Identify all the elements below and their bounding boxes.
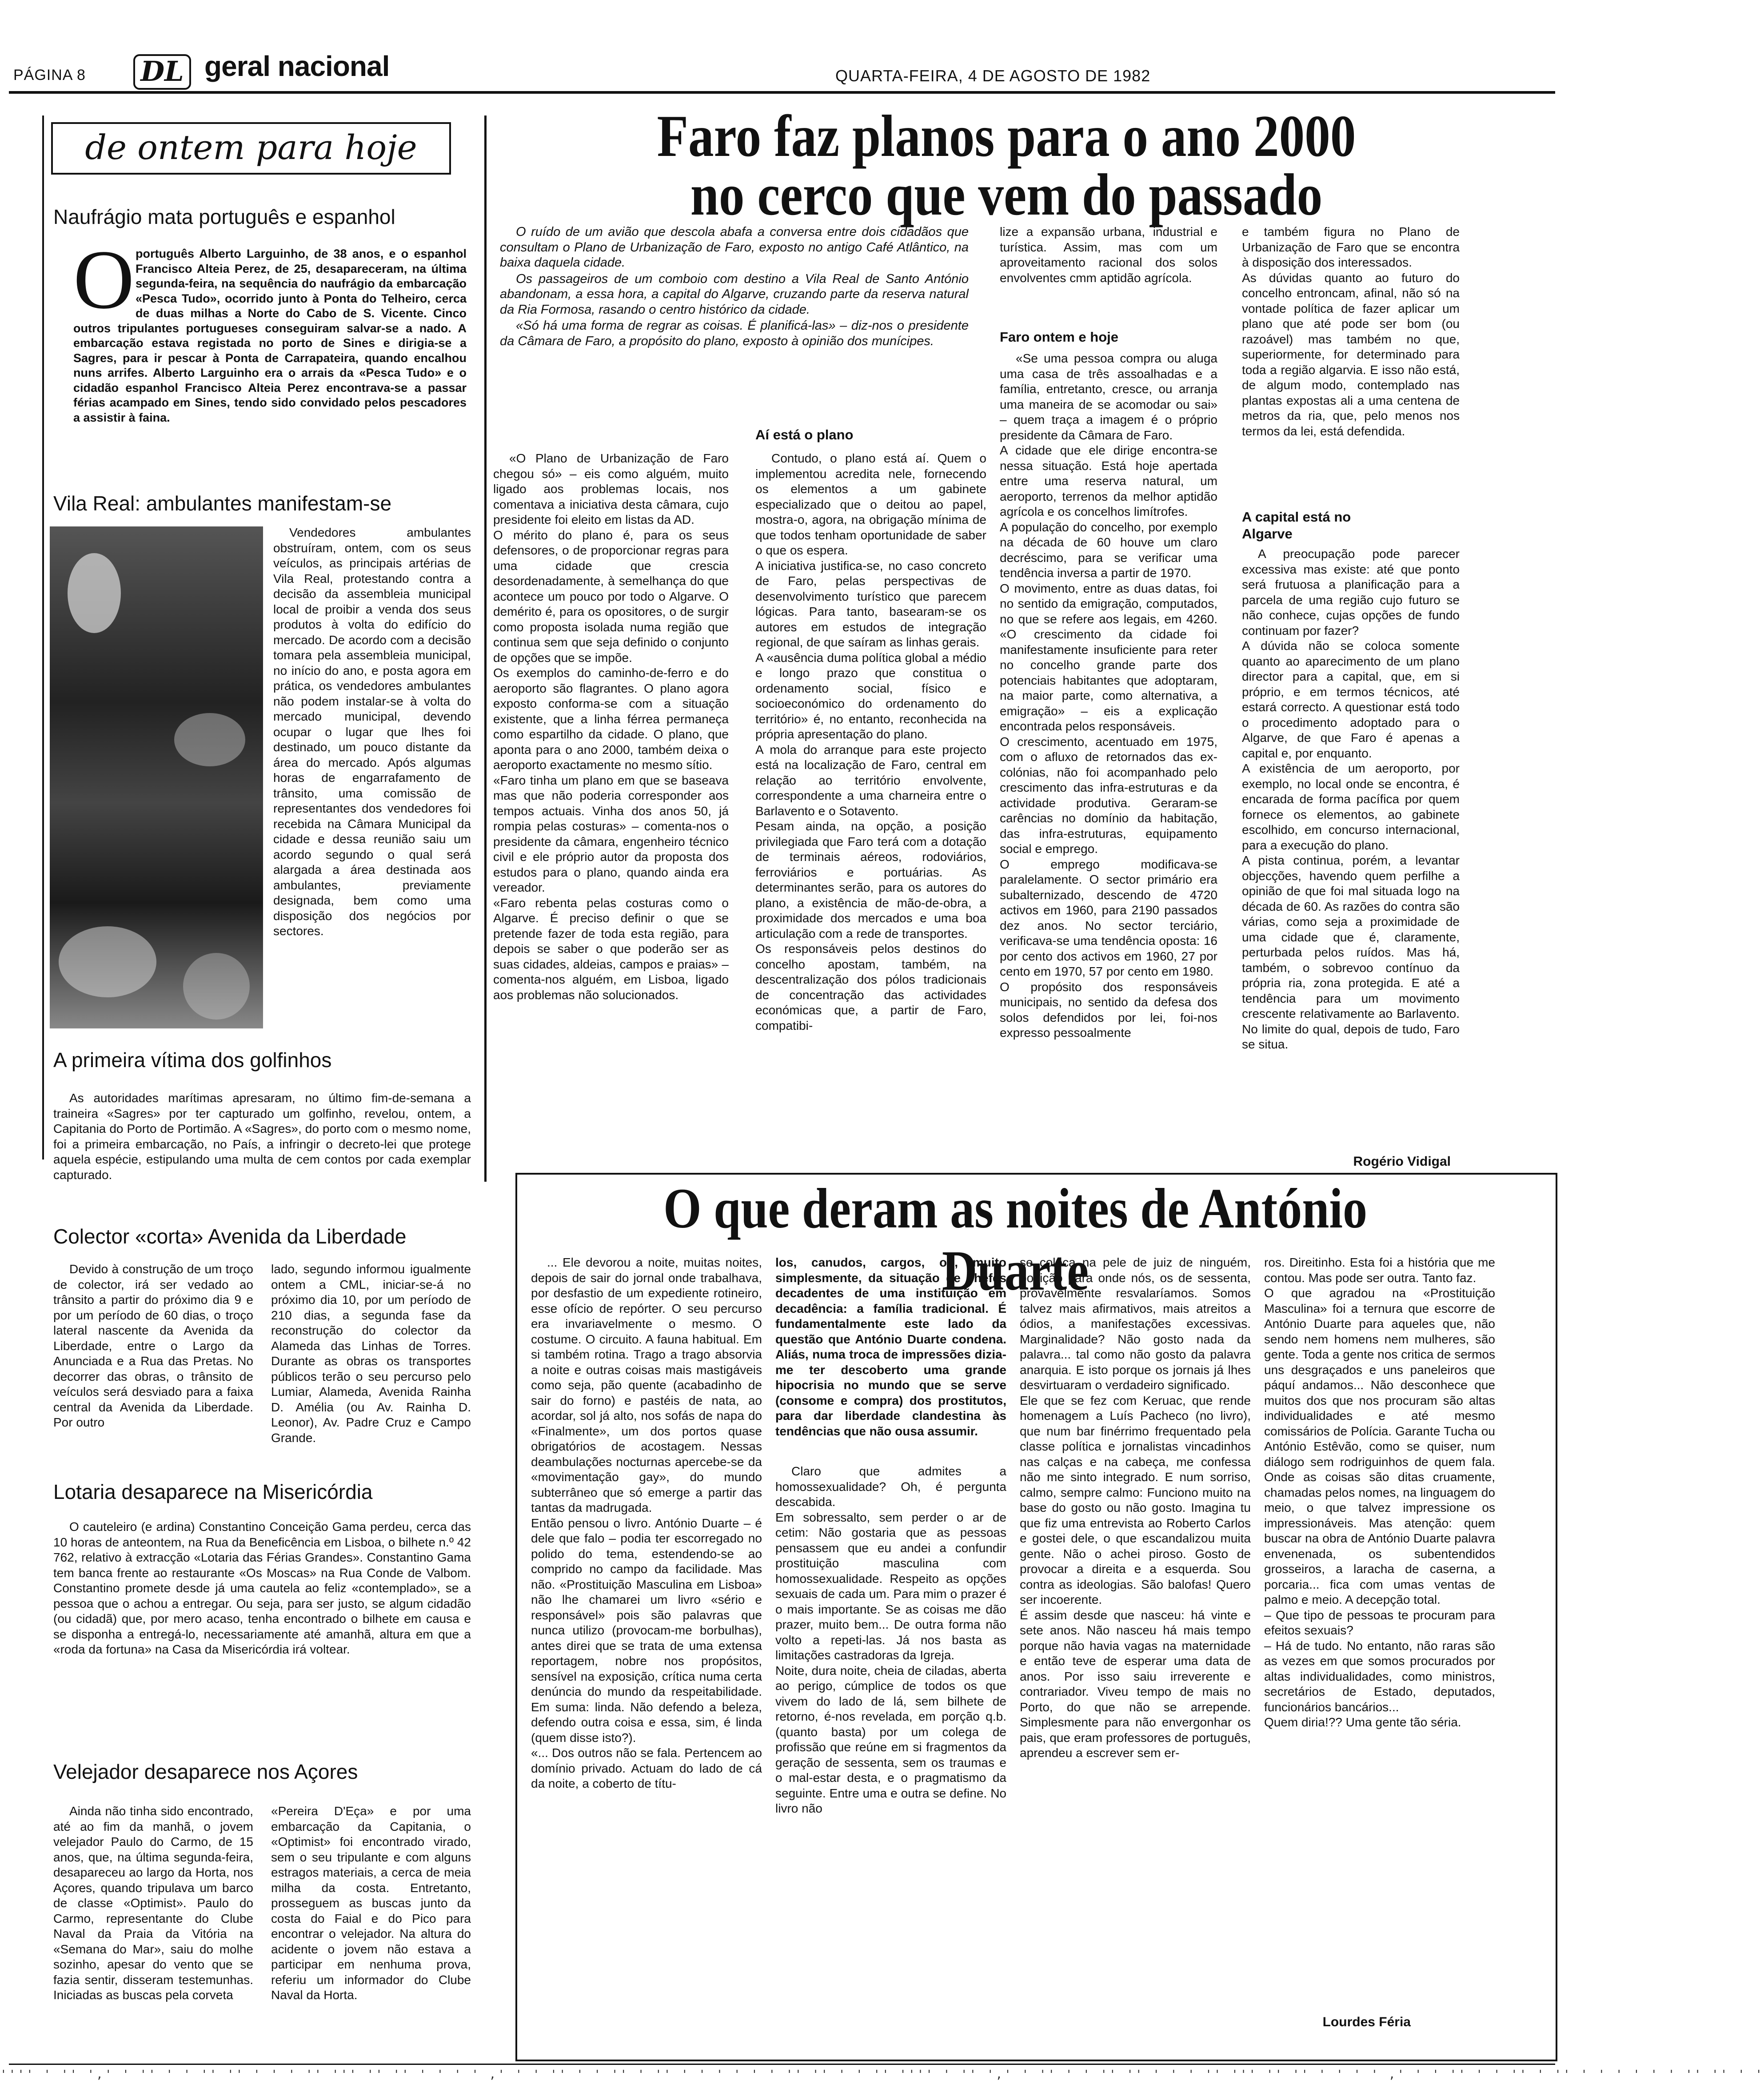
faro-subhead-plan: Aí está o plano [755, 427, 854, 442]
duarte-column-2: Claro que admites a homossexualidade? Oh, é pergunta descabida. Em sobressalto, sem perder o ar de cetim: Não gostaria que as pessoas pensassem que eu andei a confundir prostituição masculina com homossexualidade. Respeito as opções sexuais de cada um. Para mim o prazer é o mais importante. Se as coisas me dão prazer, muito bem... De outra forma não volto a repeti-las. Já nos basta as limitações castradoras da Igreja. Noite, dura noite, cheia de ciladas, aberta ao perigo, cúmplice de todos os que vivem do lado de lá, sem bilhete de retorno, é-nos revelada, em porção q.b. (quanto basta) por um colega de profissão que reúne em si fragmentos da geração de sessenta, sem os traumas e o mal-estar desta, e o pragmatismo da seguinte. Entre uma e outra se define. No livro não [775, 1464, 1006, 1815]
photo-highlight-4 [183, 953, 250, 1020]
faro-lede-p2: Os passageiros de um comboio com destino a Vila Real de Santo António abandonam, a essa hora, a capital do Algarve, cruzando parte da reserva natural da Ria Formosa, rasando o centro histórico da cidade. [500, 271, 969, 317]
duarte-column-1: ... Ele devorou a noite, muitas noites, depois de sair do jornal onde trabalhava, por desfastio de um expediente rotineiro, esse ofício de repórter. O seu percurso era invariavelmente o mesmo. O costume. O circuito. A fauna habitual. Em si também rotina. Trago a trago absorvia a noite e outras coisas mais mastigáveis como seja, pão quente (acabadinho de sair do forno) e pastéis de nata, ao acordar, sol já alto, nos sofás de napa do «Finalmente», um dos portos quase obrigatórios de acostagem. Nessas deambulações nocturnas apercebe-se da «movimentação gay», do mundo subterrâneo que só emerge a partir das tantas da madrugada. Então pensou o livro. António Duarte – é dele que falo – podia ter escorregado no polido do tema, estendendo-se ao comprido no campo da facilidade. Mas não. «Prostituição Masculina em Lisboa» não lhe chamarei um livro «sério e responsável» pois são palavras que nunca utilizo (provocam-me borbulhas), antes direi que se trata de uma extensa reportagem, nobre nos propósitos, sensível na exposição, crítica numa certa denúncia do mundo da respeitabilidade. Em suma: linda. Não defendo a beleza, defendo outra coisa e essa, sim, é linda (quem disse isto?). «... Dos outros não se fala. Pertencem ao domínio privado. Actuam do lado de cá da noite, a coberto de títu- [531, 1255, 762, 1790]
faro-column-3: «Se uma pessoa compra ou aluga uma casa de três assoalhadas e a família, entretanto, cresce, ou arranja uma maneira de se acomodar ou sai» – quem traça a imagem é o próprio presidente da Câmara de Faro. A cidade que ele dirige encontra-se nessa situação. Está hoje apertada entre uma reserva natural, um aeroporto, terrenos da melhor aptidão agrícola e os concelhos limítrofes. A população do concelho, por exemplo na década de 60 houve um claro decréscimo, para se verificar uma tendência inversa a partir de 1970. O movimento, entre as duas datas, foi no sentido da emigração, computados, no que se refere aos legais, em 4260. «O crescimento da cidade foi manifestamente insuficiente para reter no concelho grande parte dos potenciais habitantes que adoptaram, na maior parte, como alternativa, a emigração» – eis a explicação encontrada pelos responsáveis. O crescimento, acentuado em 1975, com o afluxo de retornados das ex-colónias, não foi acompanhado pelo crescimento das infra-estruturas e da actividade produtiva. Geraram-se carências no domínio da habitação, das infra-estruturas, equipamento social e emprego. O emprego modificava-se paralelamente. O sector primário era subalternizado, descendo de 4720 activos em 1960, para 2190 passados dez anos. No sector terciário, verificava-se uma tendência oposta: 16 por cento dos activos em 1960, 27 por cento em 1970, 57 por cento em 1980. O propósito dos responsáveis municipais, no sentido da defesa dos solos defendidos por lei, foi-nos expresso pessoalmente [1000, 351, 1217, 1040]
faro-column-4-top: e também figura no Plano de Urbanização de Faro que se encontra à disposição dos interessados. As dúvidas quanto ao futuro do concelho entroncam, afinal, não só na vontade política de fazer aplicar um plano que até pode ser bom (ou razoável) mas também no que, superiormente, for determinado para toda a região algarvia. E isso não está, de algum modo, contemplado nas plantas expostas ali a uma centena de metros da ria, que, pelo menos nos termos da lei, está defendida. [1242, 225, 1460, 438]
faro-subhead-history: Faro ontem e hoje [1000, 329, 1118, 345]
faro-headline [561, 103, 1452, 227]
story-body-dolphins: As autoridades marítimas apresaram, no último fim-de-semana a traineira «Sagres» por ter capturado um golfinho, revelou, ontem, a Capitania do Porto de Portimão. A «Sagres», do porto com o mesmo nome, foi a primeira embarcação, no País, a infringir o decreto-lei que protege aquela espécie, estipulando uma multa de cem contos por cada exemplar capturado. [53, 1091, 471, 1182]
story-headline-shipwreck: Naufrágio mata português e espanhol [53, 205, 395, 228]
newspaper-logo: DL [133, 54, 191, 90]
sidebar-left-rule [42, 116, 44, 1160]
story-body-vila-real: Vendedores ambulantes obstruíram, ontem, com os seus veículos, as principais artérias de Vila Real, protestando contra a decisão da assembleia municipal local de proibir a venda dos seus produtos à volta do edifício do mercado. De acordo com a decisão tomara pela assembleia municipal, no início do ano, e posta agora em prática, os vendedores ambulantes não podem instalar-se à volta do mercado municipal, devendo ocupar o lugar que lhes foi destinado, um pouco distante da área do mercado. Após algumas horas de engarrafamento de trânsito, uma comissão de representantes dos vendedores foi recebida na Câmara Municipal da cidade e dessa reunião saiu um acordo segundo o qual será alargada a área destinada aos ambulantes, previamente designada, bem como uma disposição dos negócios por sectores. [273, 526, 471, 938]
story-body-shipwreck: português Alberto Larguinho, de 38 anos, e o espanhol Francisco Alteia Perez, de 25, desapareceram, na última segunda-feira, na sequência do naufrágio da embarcação «Pesca Tudo», ocorrido junto à Ponta do Telheiro, cerca de duas milhas a Norte do Cabo de S. Vicente. Cinco outros tripulantes portugueses conseguiram salvar-se a nado. A embarcação estava registada no porto de Sines e dirigia-se a Sagres, para ir pescar à Ponta de Carrapateira, quando encalhou nuns arrifes. Alberto Larguinho era o arrais da «Pesca Tudo» e o cidadão espanhol Francisco Alteia Perez encontrava-se a passar férias acampado em Sines, tendo sido convidado pelos pescadores a assistir à faina. [73, 247, 467, 424]
story-headline-velejador: Velejador desaparece nos Açores [53, 1760, 358, 1783]
story-headline-vila-real: Vila Real: ambulantes manifestam-se [53, 492, 392, 515]
print-margin-noise: '''' ' '' ',' ' '' ' ' '' '' ' ' ' '' ''' '' '' ' ' ' ' ,' ' ' '' ' ' '' ' '' ' ' ' ' ' ' '' '' ' ' '' '''' ' '' ',' ' '' ' ' '' '' ' ' ' '' ''' '' '' ' ' ' ' ,' ' ' '' ' ' '' ' '' ' ' ' ' ' ' '' '' ' ' [0, 2068, 1764, 2081]
duarte-byline: Lourdes Féria [1322, 2015, 1411, 2029]
story-body-velejador-col2: «Pereira D'Eça» e por uma embarcação da Capitania, o «Optimist» foi encontrado virado, sem o seu tripulante e com alguns estragos materiais, a cerca de meia milha da costa. Entretanto, prosseguem as buscas junto da costa do Faial e do Pico para encontrar o velejador. Na altura do acidente o jovem não estava a participar em nenhuma prova, referiu um informador do Clube Naval da Horta. [271, 1804, 471, 2002]
bottom-rule [9, 2064, 1555, 2065]
story-body-velejador-col1: Ainda não tinha sido encontrado, até ao fim da manhã, o jovem velejador Paulo do Carmo, de 15 anos, que, na última segunda-feira, desapareceu ao largo da Horta, nos Açores, quando tripulava um barco de classe «Optimist». Paulo do Carmo, representante do Clube Naval da Praia da Vitória na «Semana do Mar», saiu do molhe sozinho, apesar do vento que se fazia sentir, disseram testemunhas. Iniciadas as buscas pela corveta [53, 1804, 253, 2002]
section-title: geral nacional [204, 50, 390, 82]
faro-lede [500, 224, 969, 444]
story-headline-colector: Colector «corta» Avenida da Liberdade [53, 1225, 407, 1248]
story-body-colector-col2: lado, segundo informou igualmente ontem a CML, iniciar-se-á no próximo dia 10, por um período de 210 dias, a segunda fase da reconstrução do colector da Alameda das Linhas de Torres. Durante as obras os transportes públicos terão o seu percurso pelo Lumiar, Alameda, Avenida Rainha D. Amélia (ou Av. Rainha D. Leonor), Av. Padre Cruz e Campo Grande. [271, 1262, 471, 1445]
page-date: QUARTA-FEIRA, 4 DE AGOSTO DE 1982 [835, 67, 1151, 85]
faro-lede-p3: «Só há uma forma de regrar as coisas. É planificá-las» – diz-nos o presidente da Câmara de Faro, a propósito do plano, exposto à opinião dos munícipes. [500, 319, 969, 348]
market-photo [50, 526, 263, 1028]
duarte-headline: O que deram as noites de António Duarte [663, 1177, 1368, 1302]
duarte-column-2-top: los, canudos, cargos, ou, muito simplesmente, da situação de chefes decadentes de uma instituição em decadência: a família tradicional. É fundamentalmente este lado da questão que António Duarte condena. Aliás, numa troca de impressões dizia-me ter descoberto uma grande hipocrisia no mundo que se serve (consome e compra) dos prostitutos, para dar liberdade clandestina às tendências que não ousa assumir. [775, 1255, 1006, 1438]
duarte-column-4: ros. Direitinho. Esta foi a história que me contou. Mas pode ser outra. Tanto faz. O que agradou na «Prostituição Masculina» foi a ternura que escorre de António Duarte para aqueles que, não sendo nem homens nem mulheres, são gente. Toda a gente nos critica de sermos uns desgraçados e uns paneleiros que páquí andamos... Não desconhece que muitos dos que nos procuram são altas individualidades e até mesmo comissários de Polícia. Garante Tucha ou António Estêvão, como se quiser, num diálogo sem rodriguinhos de quem fala. Onde as coisas são ditas cruamente, chamadas pelos nomes, na linguagem do meio, o que talvez impressione os impressionáveis. Mas atenção: quem buscar na obra de António Duarte palavra envenenada, os subentendidos grosseiros, a laracha de caserna, a porcaria... fica com umas ventas de palmo e meio. A decepção total. – Que tipo de pessoas te procuram para efeitos sexuais? – Há de tudo. No entanto, não raras são as vezes em que somos procurados por altas individualidades, como ministros, secretários de Estado, deputados, funcionários bancários... Quem diria!?? Uma gente tão séria. [1264, 1255, 1495, 1729]
duarte-column-3: se coloca na pele de juiz de ninguém, posição para onde nós, os de sessenta, provavelmente resvalaríamos. Somos talvez mais afirmativos, mais atreitos a ódios, a manifestações excessivas. Marginalidade? Não gosto nada da palavra... tal como não gosto da palavra anarquia. E isto porque os jornais já lhes desvirtuaram o verdadeiro significado. Ele que se fez com Keruac, que rende homenagem a Luís Pacheco (no livro), que num bar finérrimo frequentado pela classe política e jornalistas vincadinhos nas calças e na cabeça, me confessa não me sinto integrado. E num sorriso, calmo, sempre calmo: Funciono muito na base do gosto ou não gosto. Imagina tu que fiz uma entrevista ao Roberto Carlos e gostei dele, o que escandalizou muita gente. Não o achei piroso. Gosto de provocar a direita e a esquerda. Sou contra as ideologias. São balofas! Quero ser incoerente. É assim desde que nasceu: há vinte e sete anos. Não nasceu há mais tempo porque não havia vagas na maternidade e então teve de esperar uma data de anos. Por isso saiu irreverente e contrariador. Viveu tempo de mais no Porto, do que não se arrepende. Simplesmente para não envergonhar os pais, que eram professores de português, aprendeu a escrever sem er- [1020, 1255, 1251, 1760]
story-body-colector-col1: Devido à construção de um troço de colector, irá ser vedado ao trânsito a partir do próximo dia 9 e por um período de 60 dias, o troço lateral nascente da Avenida da Liberdade, entre o Largo da Anunciada e a Rua das Pretas. No decorrer das obras, o trânsito de veículos será desviado para a faixa central da Avenida da Liberdade. Por outro [53, 1262, 253, 1429]
faro-subhead-capital: A capital está no Algarve [1242, 509, 1351, 542]
sidebar-banner: de ontem para hoje [51, 122, 451, 175]
faro-column-3-top: lize a expansão urbana, industrial e turística. Assim, mas com um aproveitamento racional dos solos envolventes cmm aptidão agrícola. [1000, 225, 1217, 285]
faro-column-1: «O Plano de Urbanização de Faro chegou só» – eis como alguém, muito ligado aos problemas locais, nos comentava a iniciativa desta câmara, cujo presidente foi eleito em listas da AD. O mérito do plano é, para os seus defensores, o de proporcionar regras para uma cidade que crescia desordenadamente, à semelhança do que acontece um pouco por todo o Algarve. O demérito é, para os opositores, o de surgir como proposta isolada numa região que continua sem que seja definido o conjunto de opções que se impõe. Os exemplos do caminho-de-ferro e do aeroporto são flagrantes. O plano agora exposto conforma-se com a situação existente, que a linha férrea permaneça como espartilho da cidade. O plano, que aponta para o ano 2000, também deixa o aeroporto exactamente no mesmo sítio. «Faro tinha um plano em que se baseava mas que não poderia corresponder aos tempos actuais. Vinha dos anos 50, já rompia pelas costuras» – comenta-nos o presidente da câmara, engenheiro técnico civil e ele próprio autor da proposta dos estudos para o plano, quando ainda era vereador. «Faro rebenta pelas costuras como o Algarve. É preciso definir o que se pretende fazer de toda esta região, para depois se saber o que poderão ser as suas cidades, aldeias, campos e praias» – comenta-nos alguém, em Lisboa, ligado aos problemas não solucionados. [493, 451, 729, 1002]
faro-headline-line1: Faro faz planos para o ano 2000 [657, 103, 1356, 169]
photo-highlight-2 [174, 713, 245, 766]
photo-highlight-3 [59, 926, 156, 997]
faro-byline: Rogério Vidigal [1353, 1154, 1451, 1169]
sidebar-column-rule [484, 116, 487, 1182]
faro-lede-p1: O ruído de um avião que descola abafa a conversa entre dois cidadãos que consultam o Plano de Urbanização de Faro, exposto no antigo Café Atlântico, na baixa daquela cidade. [500, 225, 969, 270]
page-number: PÁGINA 8 [13, 67, 86, 84]
photo-highlight-1 [68, 553, 121, 633]
faro-column-2: Contudo, o plano está aí. Quem o implementou acredita nele, fornecendo os elementos a um gabinete especializado que o deitou ao papel, mostra-o, agora, na obrigação mínima de que todos tenham oportunidade de saber o que os espera. A iniciativa justifica-se, no caso concreto de Faro, pelas perspectivas de desenvolvimento turístico que parecem lógicas. Para tanto, basearam-se os autores em estudos de integração regional, de que saíram as linhas gerais. A «ausência duma política global a médio e longo prazo que constitua o ordenamento social, físico e socioeconómico do ordenamento do território» é, no entanto, reconhecida na própria apresentação do plano. A mola do arranque para este projecto está na localização de Faro, central em relação ao território envolvente, correspondente a uma charneira entre o Barlavento e o Sotavento. Pesam ainda, na opção, a posição privilegiada que Faro terá com a dotação de terminais aéreos, rodoviários, ferroviários e portuárias. As determinantes serão, para os autores do plano, a existência de mão-de-obra, a proximidade dos mercados e uma boa articulação com a rede de transportes. Os responsáveis pelos destinos do concelho apostam, também, na descentralização dos pólos tradicionais de concentração das actividades económicas que, a partir de Faro, compatibi- [755, 451, 986, 1032]
story-headline-dolphins: A primeira vítima dos golfinhos [53, 1048, 332, 1072]
story-dropcap: O [73, 233, 135, 327]
faro-column-4: A preocupação pode parecer excessiva mas existe: até que ponto será frutuosa a planificação para a parcela de uma região cujo futuro se não conhece, cujas opções de fundo continuam por fazer? A dúvida não se coloca somente quanto ao aparecimento de um plano director para a capital, que, em si próprio, e em termos técnicos, até estará correcto. A questionar está todo o procedimento adoptado para o Algarve, de que Faro é apenas a capital e, por enquanto. A existência de um aeroporto, por exemplo, no local onde se encontra, é encarada de forma pacífica por quem fornece os elementos, ao gabinete escolhido, em concurso internacional, para a execução do plano. A pista continua, porém, a levantar objecções, havendo quem perfilhe a opinião de que foi mal situada logo na década de 60. As razões do contra são várias, como seja a proximidade de uma cidade que é, claramente, perturbada pelos ruídos. Mas há, também, o sobrevoo contínuo da própria ria, zona protegida. E até a tendência para um movimento crescente relativamente ao Barlavento. No limite do qual, depois de tudo, Faro se situa. [1242, 547, 1460, 1051]
story-headline-lotaria: Lotaria desaparece na Misericórdia [53, 1480, 373, 1503]
masthead-rule [9, 91, 1555, 94]
faro-headline-line2: no cerco que vem do passado [690, 162, 1323, 227]
story-body-lotaria: O cauteleiro (e ardina) Constantino Conceição Gama perdeu, cerca das 10 horas de anteontem, na Rua da Beneficência em Lisboa, o bilhete n.º 42 762, relativo à extracção «Lotaria das Férias Grandes». Constantino Gama tem banca frente ao restaurante «Os Moscas» na Rua Conde de Valbom. Constantino promete desde já uma cautela ao feliz «contemplado», se a pessoa que o achou a entregar. Ou seja, para ser justo, se algum cidadão (ou cidadã) que, por mero acaso, tenha encontrado o bilhete em causa e se disponha a entregá-lo, necessariamente até amanhã, altura em que a «roda da fortuna» na Casa da Misericórdia irá voltear. [53, 1520, 471, 1656]
